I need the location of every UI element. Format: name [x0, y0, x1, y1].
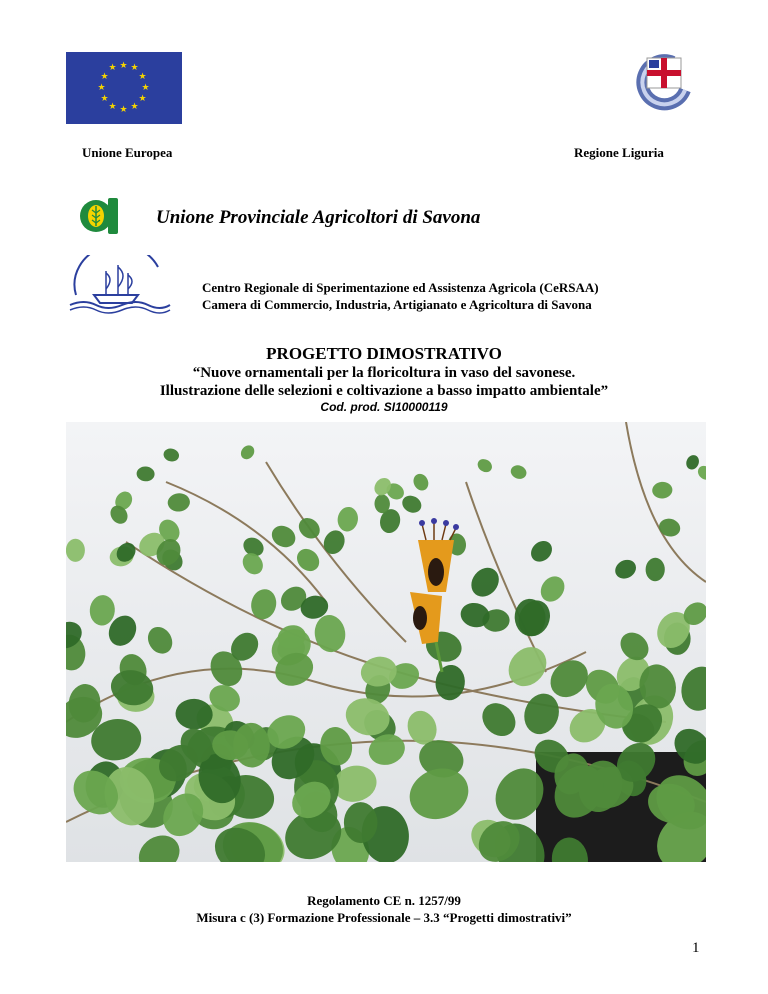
eu-star-icon: ★	[119, 60, 128, 71]
region-caption: Regione Liguria	[574, 145, 664, 160]
eu-star-icon: ★	[130, 101, 139, 112]
leaf	[66, 539, 85, 562]
project-subtitle-line2: Illustrazione delle selezioni e coltivazione a basso impatto ambientale”	[159, 383, 609, 399]
project-heading: PROGETTO DIMOSTRATIVO	[266, 344, 502, 363]
ship-logo	[66, 255, 174, 315]
regione-liguria-logo	[633, 50, 703, 128]
eu-star-icon: ★	[130, 63, 139, 74]
project-title-block	[60, 344, 708, 414]
measure-line: Misura c (3) Formazione Professionale – 3.3 “Progetti dimostrativi”	[196, 910, 572, 925]
partners-block	[202, 279, 599, 313]
eu-star-icon: ★	[108, 63, 117, 74]
eu-star-icon: ★	[138, 71, 147, 82]
page-number: 1	[692, 940, 700, 956]
plant-photo	[66, 422, 706, 862]
organization-logo	[76, 190, 124, 238]
regulation-line: Regolamento CE n. 1257/99	[307, 893, 461, 908]
eu-caption: Unione Europea	[82, 145, 173, 160]
eu-star-icon: ★	[108, 101, 117, 112]
eu-star-icon: ★	[138, 93, 147, 104]
organization-title: Unione Provinciale Agricoltori di Savona	[156, 207, 481, 228]
footer-block	[60, 892, 708, 926]
eu-star-icon: ★	[100, 71, 109, 82]
eu-star-icon: ★	[141, 82, 150, 93]
project-subtitle-line1: “Nuove ornamentali per la floricoltura in vaso del savonese.	[192, 365, 576, 381]
project-code: Cod. prod. SI10000119	[320, 400, 448, 414]
eu-star-icon: ★	[100, 93, 109, 104]
partner-line-camera: Camera di Commercio, Industria, Artigianato e Agricoltura di Savona	[202, 297, 592, 312]
eu-star-icon: ★	[119, 104, 128, 115]
eu-flag-logo	[66, 52, 182, 124]
partner-line-cersaa: Centro Regionale di Sperimentazione ed Assistenza Agricola (CeRSAA)	[202, 280, 599, 295]
eu-star-icon: ★	[97, 82, 106, 93]
